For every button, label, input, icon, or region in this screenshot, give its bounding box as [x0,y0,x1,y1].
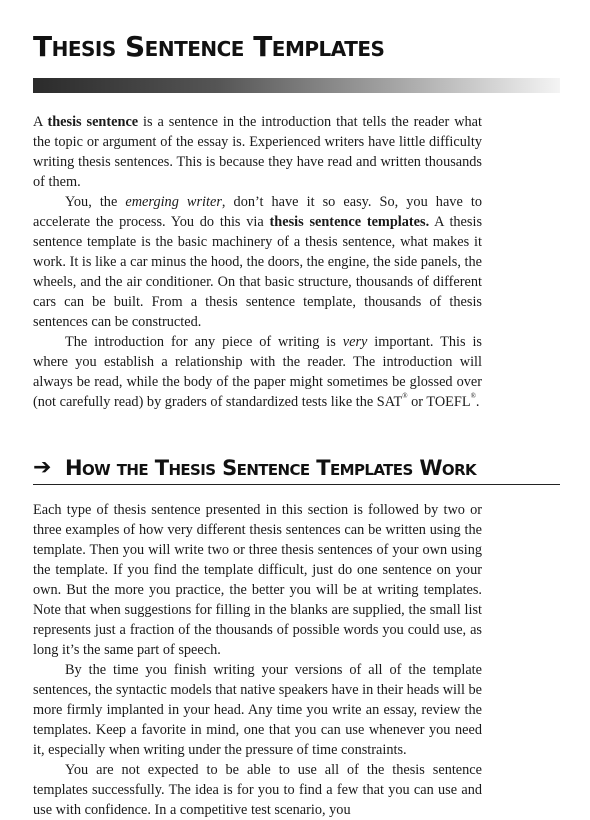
intro-section [33,112,482,412]
text-run: . [475,394,480,410]
text-run: A [33,114,48,130]
text-run: The introduction for any piece of writing is [65,334,343,350]
body-paragraph-1: Each type of thesis sentence presented in this section is followed by two or three examples of how very different thesis sentences can be written using the template. Then you will write two or three thesis sentences of your own using the template. If you find the template difficult, just do one sentence on your own. But the more you practice, the better you will be at writing templates. Note that when suggestions for filling in the blanks are supplied, the small list represents just a fraction of the thousands of possible words you could use, as long it’s the same part of speech. [33,502,482,658]
section-heading: How the Thesis Sentence Templates Work [65,456,477,480]
term-thesis-sentence-templates: thesis sentence templates. [269,214,430,230]
term-thesis-sentence: thesis sentence [47,114,139,130]
body-paragraph-3: You are not expected to be able to use all of the thesis sentence templates successfully. The idea is for you to find a few that you can use and use with confidence. In a competitive test scenario, you [33,762,482,818]
registered-mark: ® [470,392,476,400]
emphasis-very: very [342,334,368,350]
text-run: You, the [65,194,126,210]
intro-paragraph-1 [33,112,482,192]
arrow-icon: ➔ [33,455,52,480]
text-run: A thesis sentence template is the basic machinery of a thesis sentence, what makes it work. It is like a car minus the hood, the doors, the engine, the side panels, the wheels, and the air conditioner. On that basic structure, thousands of different cars can be built. From a thesis sentence template, thousands of thesis sentences can be constructed. [33,214,483,330]
intro-paragraph-2 [33,192,482,332]
text-run: important. This is where you establish a relationship with the reader. The introduction will always be read, while the body of the paper might sometimes be glossed over (not carefully read) by graders of standardized tests like the SAT [33,334,482,410]
text-run: or TOEFL [407,394,471,410]
section-heading-container [33,454,560,485]
registered-mark: ® [402,392,408,400]
text-run: is a sentence in the introduction that tells the reader what the topic or argument of the essay is. Experienced writers have little difficulty writing thesis sentences. This is because they have read and written thousands of them. [33,114,482,190]
term-emerging-writer: emerging writer [125,194,222,210]
text-run: , don’t have it so easy. So, you have to accelerate the process. You do this via [33,194,482,230]
how-it-works-section [33,500,482,820]
page-title: Thesis Sentence Templates [33,30,385,63]
title-gradient-bar [33,78,560,93]
intro-paragraph-3 [33,332,482,412]
body-paragraph-2: By the time you finish writing your versions of all of the template sentences, the syntactic models that native speakers have in their heads will be more firmly implanted in your head. Any time you write an essay, review the templates. Keep a favorite in mind, one that you can use whenever you need it, especially when writing under the pressure of time constraints. [33,662,483,758]
